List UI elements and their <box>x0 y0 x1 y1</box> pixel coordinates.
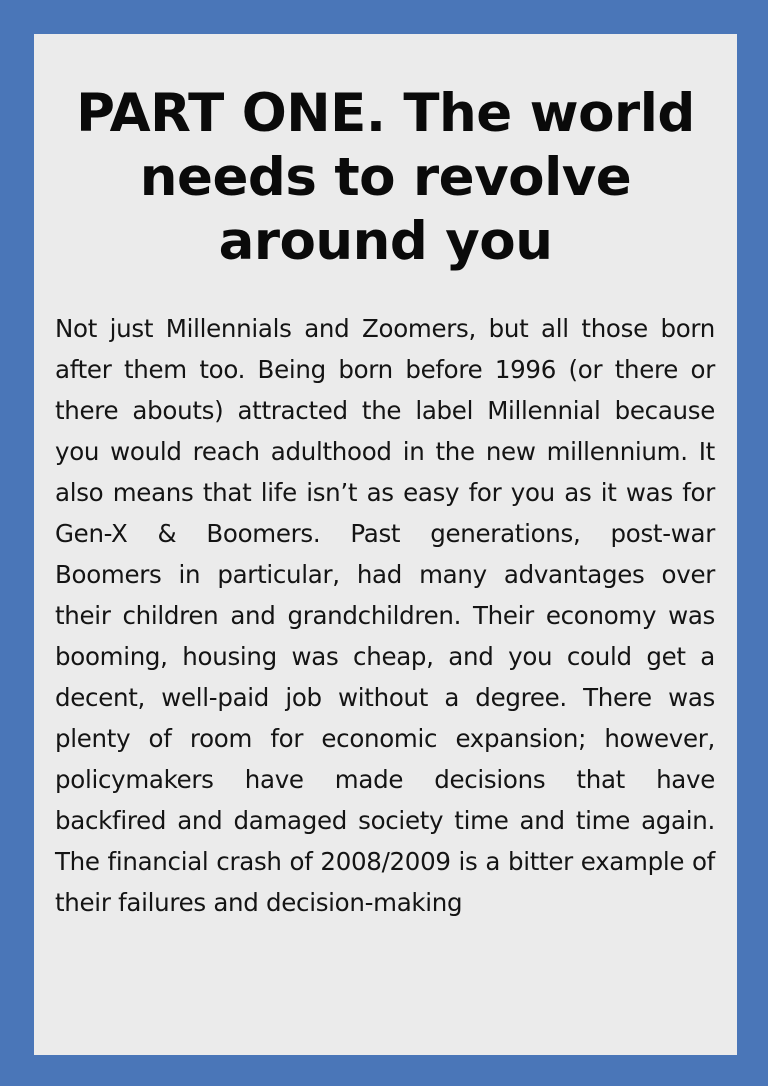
body-paragraph: Not just Millennials and Zoomers, but all those born after them too. Being born before 1996 (or there or there abouts) attracted the label Millennial because you would reach adulthood in the new millennium. It also means that life isn’t as easy for you as it was for Gen-X & Boomers. Past generations, post-war Boomers in particular, had many advantages over their children and grandchildren. Their economy was booming, housing was cheap, and you could get a decent, well-paid job without a degree. There was plenty of room for economic expansion; however, policymakers have made decisions that have backfired and damaged society time and time again. The financial crash of 2008/2009 is a bitter example of their failures and decision-making <box>55 314 715 917</box>
page-card <box>34 34 737 1055</box>
page-title: PART ONE. The world needs to revolve around you <box>76 83 695 272</box>
